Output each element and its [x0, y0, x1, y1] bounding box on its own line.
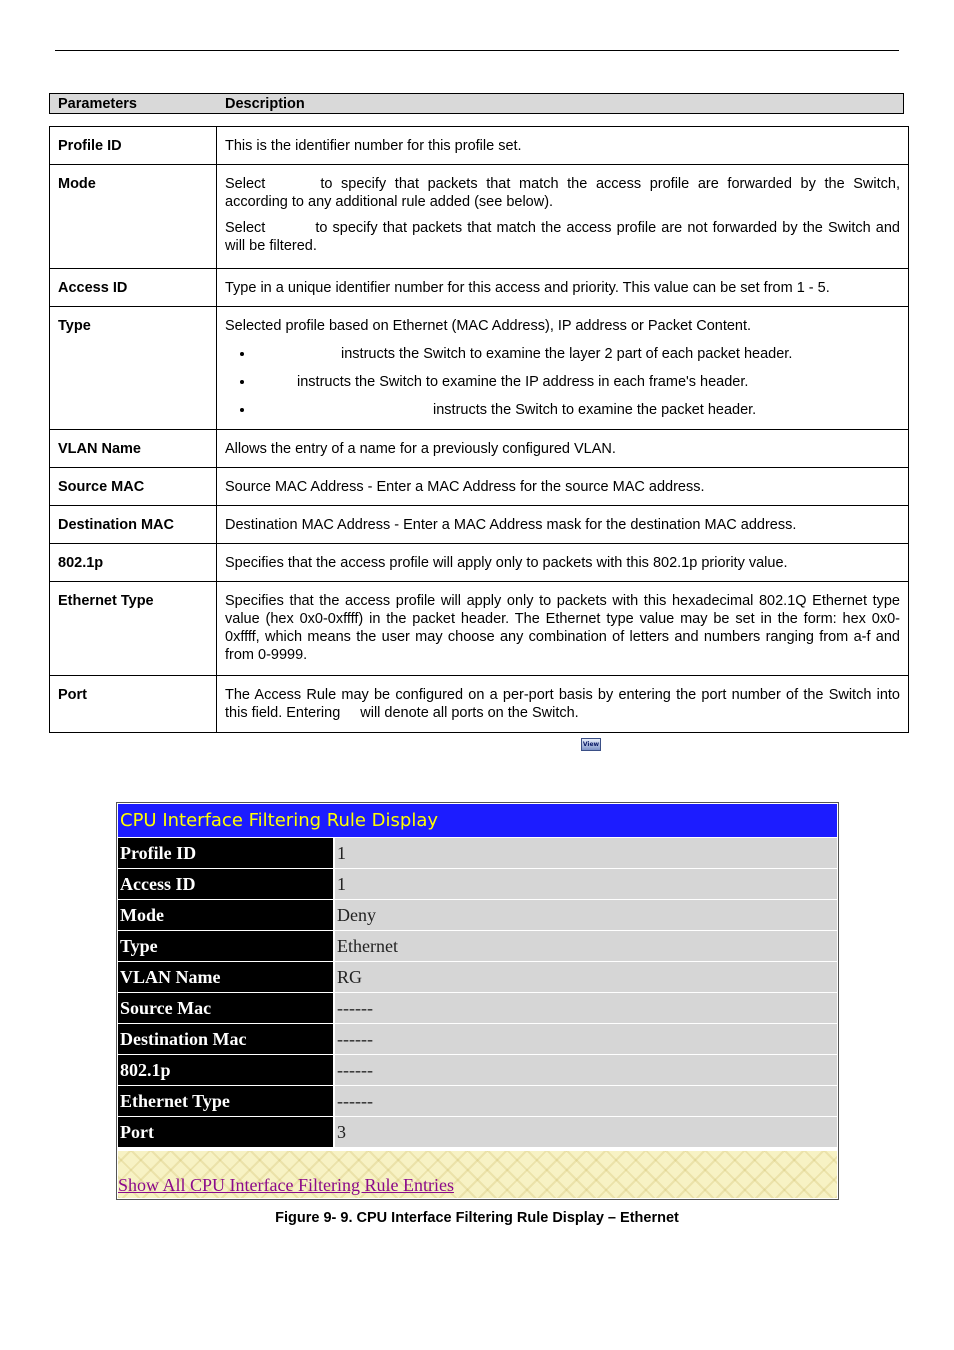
row-key: Mode: [118, 900, 333, 930]
row-value: 1: [335, 838, 837, 868]
row-key: Type: [118, 931, 333, 961]
figure-footer: [118, 1151, 837, 1198]
row-key: 802.1p: [118, 1055, 333, 1085]
row-value: RG: [335, 962, 837, 992]
param-desc: Specifies that the access profile will apply only to packets with this 802.1p priority value.: [217, 544, 909, 582]
port-desc-a: The Access Rule may be configured on a per-port basis by entering the port number of the Switch into this field. Entering: [225, 687, 900, 721]
param-name: 802.1p: [50, 544, 217, 582]
param-name: Source MAC: [50, 468, 217, 506]
row-key: Profile ID: [118, 838, 333, 868]
list-item: [255, 345, 900, 363]
table-row: [118, 962, 837, 992]
param-name: Destination MAC: [50, 506, 217, 544]
table-row: [118, 869, 837, 899]
table-row: [50, 430, 909, 468]
bullet-text: instructs the Switch to examine the packet header.: [433, 402, 757, 418]
header-description: Description: [225, 96, 305, 112]
row-key: Port: [118, 1117, 333, 1147]
param-desc: Type in a unique identifier number for this access and priority. This value can be set from 1 - 5.: [217, 269, 909, 307]
row-value: 3: [335, 1117, 837, 1147]
row-value: Ethernet: [335, 931, 837, 961]
type-desc: Selected profile based on Ethernet (MAC Address), IP address or Packet Content.: [225, 318, 752, 334]
view-button-icon: View: [581, 738, 601, 751]
show-all-entries-link[interactable]: Show All CPU Interface Filtering Rule Entries: [118, 1175, 454, 1195]
param-desc: [217, 676, 909, 733]
type-bullets: [225, 345, 900, 419]
row-key: Destination Mac: [118, 1024, 333, 1054]
header-parameters: Parameters: [58, 96, 137, 112]
row-value: Deny: [335, 900, 837, 930]
mode-deny-text: [225, 219, 900, 255]
table-row: [50, 582, 909, 676]
param-name: Access ID: [50, 269, 217, 307]
parameters-table: [49, 126, 909, 733]
cpu-filter-rule-display: [116, 802, 839, 1200]
bullet-text: instructs the Switch to examine the IP address in each frame's header.: [297, 374, 749, 390]
table-row: [118, 993, 837, 1023]
param-desc: [217, 165, 909, 269]
bullet-text: instructs the Switch to examine the layer 2 part of each packet header.: [341, 346, 793, 362]
param-desc: Destination MAC Address - Enter a MAC Address mask for the destination MAC address.: [217, 506, 909, 544]
table-row: [118, 900, 837, 930]
table-row: [50, 165, 909, 269]
param-desc: Allows the entry of a name for a previously configured VLAN.: [217, 430, 909, 468]
table-row: [50, 269, 909, 307]
list-item: [255, 373, 900, 391]
row-value: ------: [335, 993, 837, 1023]
table-row: [118, 1117, 837, 1147]
param-name: VLAN Name: [50, 430, 217, 468]
list-item: [255, 401, 900, 419]
mode-permit-text: [225, 175, 900, 211]
table-row: [118, 838, 837, 868]
row-value: ------: [335, 1024, 837, 1054]
param-desc: Specifies that the access profile will apply only to packets with this hexadecimal 802.1Q Ethernet type value (hex 0x0-0xffff) in the packet header. The Ethernet type value may be set in the form: hex 0x0-0xffff, which means the user may choose any combination of letters and numbers ranging from a-f and from 0-9999.: [217, 582, 909, 676]
param-name: Profile ID: [50, 127, 217, 165]
mode-select-label: Select: [225, 176, 266, 192]
row-value: 1: [335, 869, 837, 899]
table-row: [50, 506, 909, 544]
row-key: Ethernet Type: [118, 1086, 333, 1116]
figure-caption: Figure 9- 9. CPU Interface Filtering Rule Display – Ethernet: [275, 1210, 679, 1226]
table-row: [118, 1086, 837, 1116]
table-row: [50, 307, 909, 430]
port-desc-b: will denote all ports on the Switch.: [360, 705, 579, 721]
param-name: Port: [50, 676, 217, 733]
table-row: [50, 544, 909, 582]
row-key: VLAN Name: [118, 962, 333, 992]
row-key: Source Mac: [118, 993, 333, 1023]
param-name: Type: [50, 307, 217, 430]
table-row: [118, 1024, 837, 1054]
row-value: ------: [335, 1086, 837, 1116]
mode-permit-desc: to specify that packets that match the access profile are forwarded by the Switch, according to any additional rule added (see below).: [225, 176, 900, 210]
table-row: [50, 468, 909, 506]
top-rule: [55, 50, 899, 51]
row-key: Access ID: [118, 869, 333, 899]
figure-title: CPU Interface Filtering Rule Display: [118, 804, 837, 837]
table-header: [49, 93, 904, 114]
table-row: [118, 1055, 837, 1085]
param-name: Mode: [50, 165, 217, 269]
param-desc: Source MAC Address - Enter a MAC Address for the source MAC address.: [217, 468, 909, 506]
mode-select-label: Select: [225, 220, 266, 236]
table-row: [118, 931, 837, 961]
param-desc: [217, 307, 909, 430]
row-value: ------: [335, 1055, 837, 1085]
table-row: [50, 127, 909, 165]
param-desc: This is the identifier number for this profile set.: [217, 127, 909, 165]
table-row: [50, 676, 909, 733]
mode-deny-desc: to specify that packets that match the access profile are not forwarded by the Switch and will be filtered.: [225, 220, 900, 254]
param-name: Ethernet Type: [50, 582, 217, 676]
